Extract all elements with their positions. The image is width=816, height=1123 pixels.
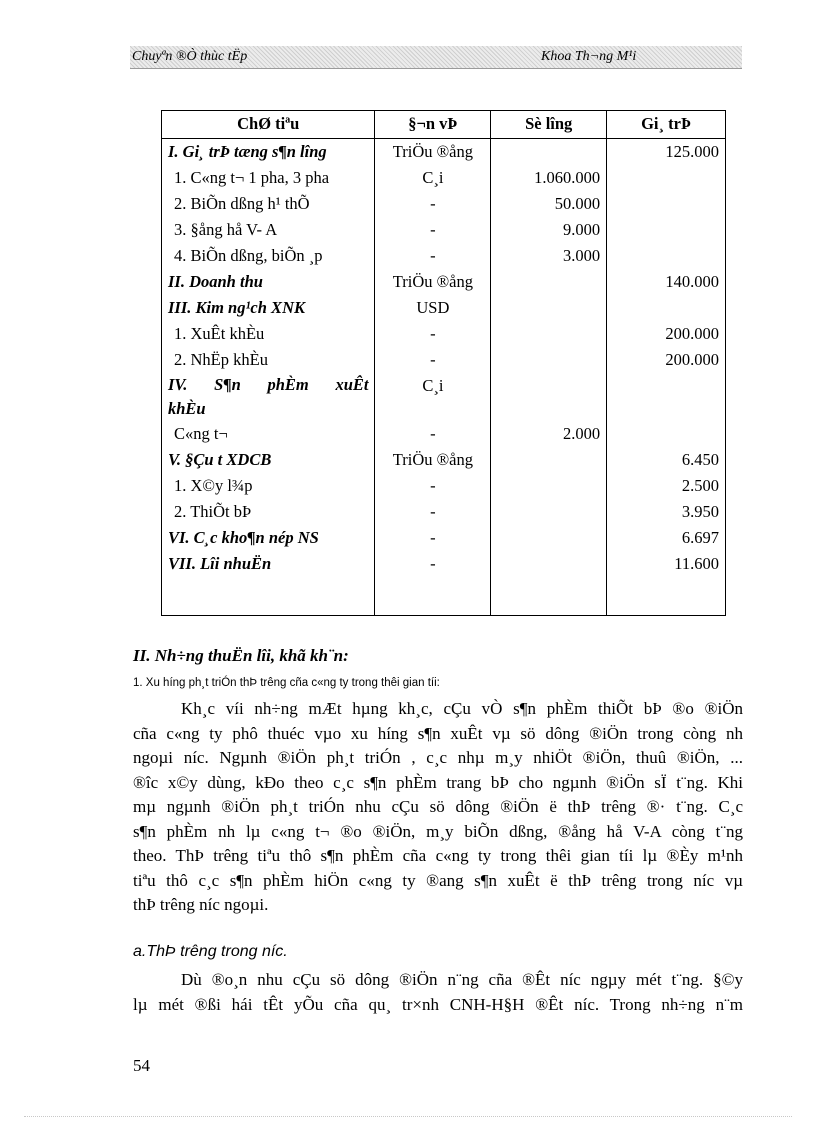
production-targets-table — [161, 110, 726, 616]
row-value: 3.950 — [607, 499, 726, 525]
row-unit — [375, 577, 491, 616]
table-row — [162, 373, 726, 421]
paragraph-1 — [133, 697, 743, 918]
row-value — [607, 421, 726, 447]
row-unit: - — [375, 321, 491, 347]
running-header — [130, 46, 742, 69]
row-indicator: 4. BiÕn dßng, biÕn ¸p — [162, 243, 375, 269]
row-unit: - — [375, 191, 491, 217]
table-row — [162, 165, 726, 191]
table-row — [162, 499, 726, 525]
row-unit: C¸i — [375, 165, 491, 191]
row-indicator: 2. ThiÕt bÞ — [162, 499, 375, 525]
row-indicator — [162, 577, 375, 616]
row-indicator: C«ng t¬ — [162, 421, 375, 447]
row-unit: - — [375, 551, 491, 577]
table-row — [162, 421, 726, 447]
row-value: 200.000 — [607, 321, 726, 347]
row-value: 2.500 — [607, 473, 726, 499]
paragraph-2 — [133, 968, 743, 1017]
row-quantity — [491, 321, 607, 347]
row-value — [607, 191, 726, 217]
page-number: 54 — [133, 1056, 150, 1075]
row-indicator: VII. Lîi nhuËn — [162, 551, 375, 577]
paragraph-line: lµ mét ®ßi hái tÊt yÕu cña qu¸ tr×nh CNH-H§H ®Êt níc. Trong nh÷ng n¨m — [133, 994, 743, 1014]
row-value — [607, 373, 726, 421]
row-value: 6.450 — [607, 447, 726, 473]
row-indicator: VI. C¸c kho¶n nép NS — [162, 525, 375, 551]
row-quantity — [491, 139, 607, 166]
row-indicator: V. §Çu t XDCB — [162, 447, 375, 473]
row-quantity: 50.000 — [491, 191, 607, 217]
row-unit: - — [375, 347, 491, 373]
table-row — [162, 347, 726, 373]
row-indicator: I. Gi¸ trÞ tæng s¶n lîng — [162, 139, 375, 166]
header-left-text: Chuyªn ®Ò thùc tËp — [132, 49, 248, 64]
paragraph-line: Kh¸c víi nh÷ng mÆt hµng kh¸c, cÇu vÒ s¶n phÈm thiÕt bÞ ®o ®iÖn — [181, 699, 743, 718]
row-quantity: 3.000 — [491, 243, 607, 269]
row-indicator: 3. §ång hå V- A — [162, 217, 375, 243]
row-unit: - — [375, 421, 491, 447]
row-quantity — [491, 295, 607, 321]
table-row — [162, 551, 726, 577]
row-quantity: 2.000 — [491, 421, 607, 447]
row-value — [607, 243, 726, 269]
row-value — [607, 165, 726, 191]
row-unit: USD — [375, 295, 491, 321]
row-quantity: 1.060.000 — [491, 165, 607, 191]
row-indicator: 1. X©y l¾p — [162, 473, 375, 499]
row-unit: - — [375, 499, 491, 525]
row-value: 125.000 — [607, 139, 726, 166]
paragraph-line: s¶n phÈm nh lµ c«ng t¬ ®o ®iÖn, m¸y biÕn dßng, ®ång hå V-A còng t¨ng — [133, 821, 743, 841]
row-indicator: 2. BiÕn dßng h¹ thÕ — [162, 191, 375, 217]
row-quantity — [491, 447, 607, 473]
row-quantity — [491, 269, 607, 295]
row-unit: TriÖu ®ång — [375, 269, 491, 295]
row-unit: TriÖu ®ång — [375, 139, 491, 166]
table-row — [162, 191, 726, 217]
table-row — [162, 447, 726, 473]
row-indicator-line: khÈu — [168, 399, 206, 418]
paragraph-line: ngoµi níc. Ngµnh ®iÖn ph¸t triÓn , c¸c nhµ m¸y nhiÖt ®iÖn, thuû ®iÖn, ... — [133, 748, 743, 767]
row-quantity — [491, 473, 607, 499]
row-value: 6.697 — [607, 525, 726, 551]
paragraph-line: mµ ngµnh ®iÖn ph¸t triÓn nhu cÇu sö dông ®iÖn ë thÞ trêng ®· t¨ng. C¸c — [133, 797, 743, 816]
row-value: 200.000 — [607, 347, 726, 373]
table-header-row — [162, 111, 726, 139]
row-quantity — [491, 577, 607, 616]
paragraph-line: ®îc x©y dùng, kÐo theo c¸c s¶n phÈm trang bÞ cho ngµnh ®iÖn sÏ t¨ng. Khi — [133, 772, 743, 792]
row-unit: - — [375, 473, 491, 499]
row-quantity — [491, 347, 607, 373]
table-row — [162, 525, 726, 551]
paragraph-line: cña c«ng ty phô thuéc vµo xu híng s¶n xuÊt vµ sö dông ®iÖn trong còng nh — [133, 723, 743, 743]
row-value: 11.600 — [607, 551, 726, 577]
row-quantity — [491, 551, 607, 577]
row-indicator: II. Doanh thu — [162, 269, 375, 295]
row-value: 140.000 — [607, 269, 726, 295]
row-value — [607, 295, 726, 321]
row-indicator — [162, 373, 375, 421]
section-heading: II. Nh÷ng thuËn lîi, khã kh¨n: — [133, 646, 349, 665]
table-row — [162, 139, 726, 166]
small-heading: 1. Xu híng ph¸t triÓn thÞ trêng cña c«ng ty trong thêi gian tíi: — [133, 677, 440, 689]
column-header-unit: §¬n vÞ — [375, 111, 491, 139]
table-row — [162, 269, 726, 295]
table-row — [162, 473, 726, 499]
table-row — [162, 295, 726, 321]
page-bottom-rule — [24, 1116, 792, 1117]
table-row — [162, 577, 726, 616]
row-unit: C¸i — [375, 373, 491, 421]
table-row — [162, 243, 726, 269]
row-quantity — [491, 499, 607, 525]
table-row — [162, 217, 726, 243]
row-indicator-line: IV. S¶n phÈm xuÊt — [168, 375, 369, 394]
row-indicator: 2. NhËp khÈu — [162, 347, 375, 373]
header-right-text: Khoa Th¬ng M¹i — [541, 49, 637, 64]
column-header-indicator: ChØ tiªu — [162, 111, 375, 139]
row-unit: - — [375, 217, 491, 243]
subheading-domestic-market: a.ThÞ trêng trong níc. — [133, 943, 288, 960]
row-quantity — [491, 525, 607, 551]
row-unit: - — [375, 525, 491, 551]
paragraph-line: Dù ®o¸n nhu cÇu sö dông ®iÖn n¨ng cña ®Êt níc ngµy mét t¨ng. §©y — [181, 970, 743, 989]
table-row — [162, 321, 726, 347]
paragraph-line: thÞ trêng níc ngoµi. — [133, 895, 269, 914]
row-indicator: 1. XuÊt khÈu — [162, 321, 375, 347]
column-header-value: Gi¸ trÞ — [607, 111, 726, 139]
row-unit: - — [375, 243, 491, 269]
row-quantity — [491, 373, 607, 421]
row-indicator: 1. C«ng t¬ 1 pha, 3 pha — [162, 165, 375, 191]
row-unit: TriÖu ®ång — [375, 447, 491, 473]
row-value — [607, 577, 726, 616]
column-header-quantity: Sè lîng — [491, 111, 607, 139]
row-quantity: 9.000 — [491, 217, 607, 243]
row-indicator: III. Kim ng¹ch XNK — [162, 295, 375, 321]
paragraph-line: theo. ThÞ trêng tiªu thô s¶n phÈm cña c«ng ty trong thêi gian tíi lµ ®Èy m¹nh — [133, 846, 743, 865]
paragraph-line: tiªu thô c¸c s¶n phÈm hiÖn c«ng ty ®ang s¶n xuÊt ë thÞ trêng trong níc vµ — [133, 870, 743, 890]
row-value — [607, 217, 726, 243]
